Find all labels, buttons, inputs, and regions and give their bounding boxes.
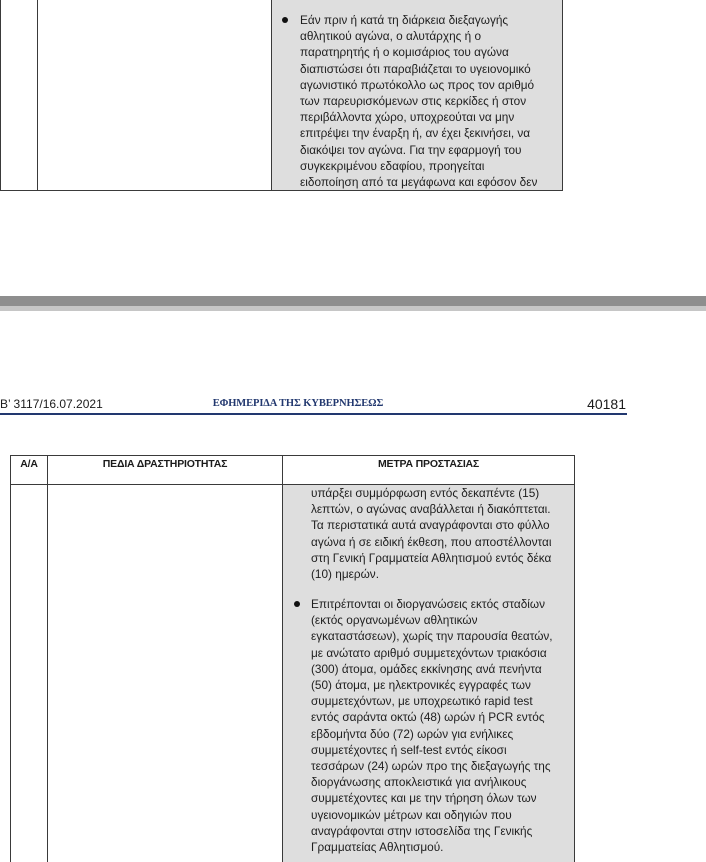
table-border-right <box>562 0 563 191</box>
header-row-divider <box>10 484 575 485</box>
column-header-protection-measures: ΜΕΤΡΑ ΠΡΟΣΤΑΣΙΑΣ <box>377 458 480 470</box>
page-separator-edge <box>0 306 706 311</box>
text-line: Εάν πριν ή κατά τη διάρκεια διεξαγωγής <box>300 13 509 27</box>
text-line: (10) ημερών. <box>311 567 379 582</box>
table-column-divider <box>37 0 38 191</box>
text-line: στη Γενική Γραμματεία Αθλητισμού εντός δέκα <box>311 550 552 565</box>
text-line: (50) άτομα, με ηλεκτρονικές εγγραφές των <box>311 678 531 693</box>
table-column-divider <box>271 0 272 191</box>
header-rule <box>0 413 627 415</box>
text-line: αγωνιστικό πρωτόκολλο ως προς τον αριθμό <box>300 77 535 92</box>
table-border-left <box>10 455 11 862</box>
text-line: Γραμματείας Αθλητισμού. <box>311 840 444 855</box>
table-border-left <box>0 0 1 191</box>
text-line: συμμετέχοντες ή self-test εντός είκοσι <box>311 742 507 757</box>
page-separator <box>0 296 706 306</box>
text-line: λεπτών, ο αγώνας αναβάλλεται ή διακόπτεται. <box>311 502 551 517</box>
text-line: εντός σαράντα οκτώ (48) ωρών ή PCR εντός <box>311 710 545 725</box>
text-line: συμμετέχοντες και με την τήρηση όλων των <box>311 791 537 806</box>
text-line: διακόψει τον αγώνα. Για την εφαρμογή του <box>300 142 522 157</box>
issue-reference: Β’ 3117/16.07.2021 <box>0 397 103 411</box>
measures-bullet-paragraph <box>311 596 553 855</box>
text-line: (300) άτομα, ομάδες εκκίνησης ανά πενήντα <box>311 661 542 676</box>
table-border-right <box>574 455 575 862</box>
text-line: (εκτός οργανωμένων αθλητικών <box>311 613 478 628</box>
measures-bullet-paragraph <box>300 12 537 190</box>
text-line: με ανώτατο αριθμό συμμετεχόντων τριακόσια <box>311 645 547 660</box>
list-bullet <box>294 601 300 607</box>
text-line: τεσσάρων (24) ωρών προ της διεξαγωγής της <box>311 759 551 774</box>
measures-continuation-paragraph <box>311 485 551 582</box>
text-line: διαπιστώσει ότι παραβιάζεται το υγειονομικό <box>300 61 531 76</box>
text-line: Τα περιστατικά αυτά αναγράφονται στο φύλλο <box>311 518 550 533</box>
list-bullet <box>282 17 288 23</box>
text-line: υγειονομικών μέτρων και οδηγιών που <box>311 807 512 822</box>
table-border-top <box>10 455 575 456</box>
text-line: αναγράφονται στην ιστοσελίδα της Γενικής <box>311 823 533 838</box>
text-line: συμμετεχόντων, με υποχρεωτικό rapid test <box>311 694 533 709</box>
column-header-activity-fields: ΠΕΔΙΑ ΔΡΑΣΤΗΡΙΟΤΗΤΑΣ <box>102 458 228 470</box>
text-line: αθλητικού αγώνα, ο αλυτάρχης ή ο <box>300 29 482 44</box>
measures-cell <box>283 485 574 862</box>
text-line: επιτρέψει την έναρξη ή, αν έχει ξεκινήσει, να <box>300 126 531 141</box>
text-line: αγώνα ή σε ειδική έκθεση, που αποστέλλονται <box>311 534 552 549</box>
text-line: ειδοποίηση από τα μεγάφωνα και εφόσον δεν <box>300 175 538 190</box>
text-line: υπάρξει συμμόρφωση εντός δεκαπέντε (15) <box>311 486 540 500</box>
page-number: 40181 <box>587 396 626 412</box>
text-line: συγκεκριμένου εδαφίου, προηγείται <box>300 158 485 173</box>
text-line: διοργάνωσης αποκλειστικά για ανήλικους <box>311 775 527 790</box>
gazette-title: ΕΦΗΜΕΡΙΔΑ ΤΗΣ ΚΥΒΕΡΝΗΣΕΩΣ <box>212 398 384 409</box>
measures-cell <box>272 0 562 190</box>
text-line: εγκαταστάσεων), χωρίς την παρουσία θεατών, <box>311 629 553 644</box>
table-border-bottom <box>0 190 563 191</box>
text-line: περιβάλλοντα χώρο, υποχρεούται να μην <box>300 110 515 125</box>
text-line: Επιτρέπονται οι διοργανώσεις εκτός σταδίων <box>311 597 546 611</box>
column-header-index: Α/Α <box>20 458 38 470</box>
text-line: παρατηρητής ή ο κομισάριος του αγώνα <box>300 45 509 60</box>
text-line: των παρευρισκόμενων στις κερκίδες ή στον <box>300 94 527 109</box>
table-column-divider <box>282 455 283 862</box>
text-line: εβδομήντα δύο (72) ωρών για ενήλικες <box>311 726 514 741</box>
table-column-divider <box>47 455 48 862</box>
